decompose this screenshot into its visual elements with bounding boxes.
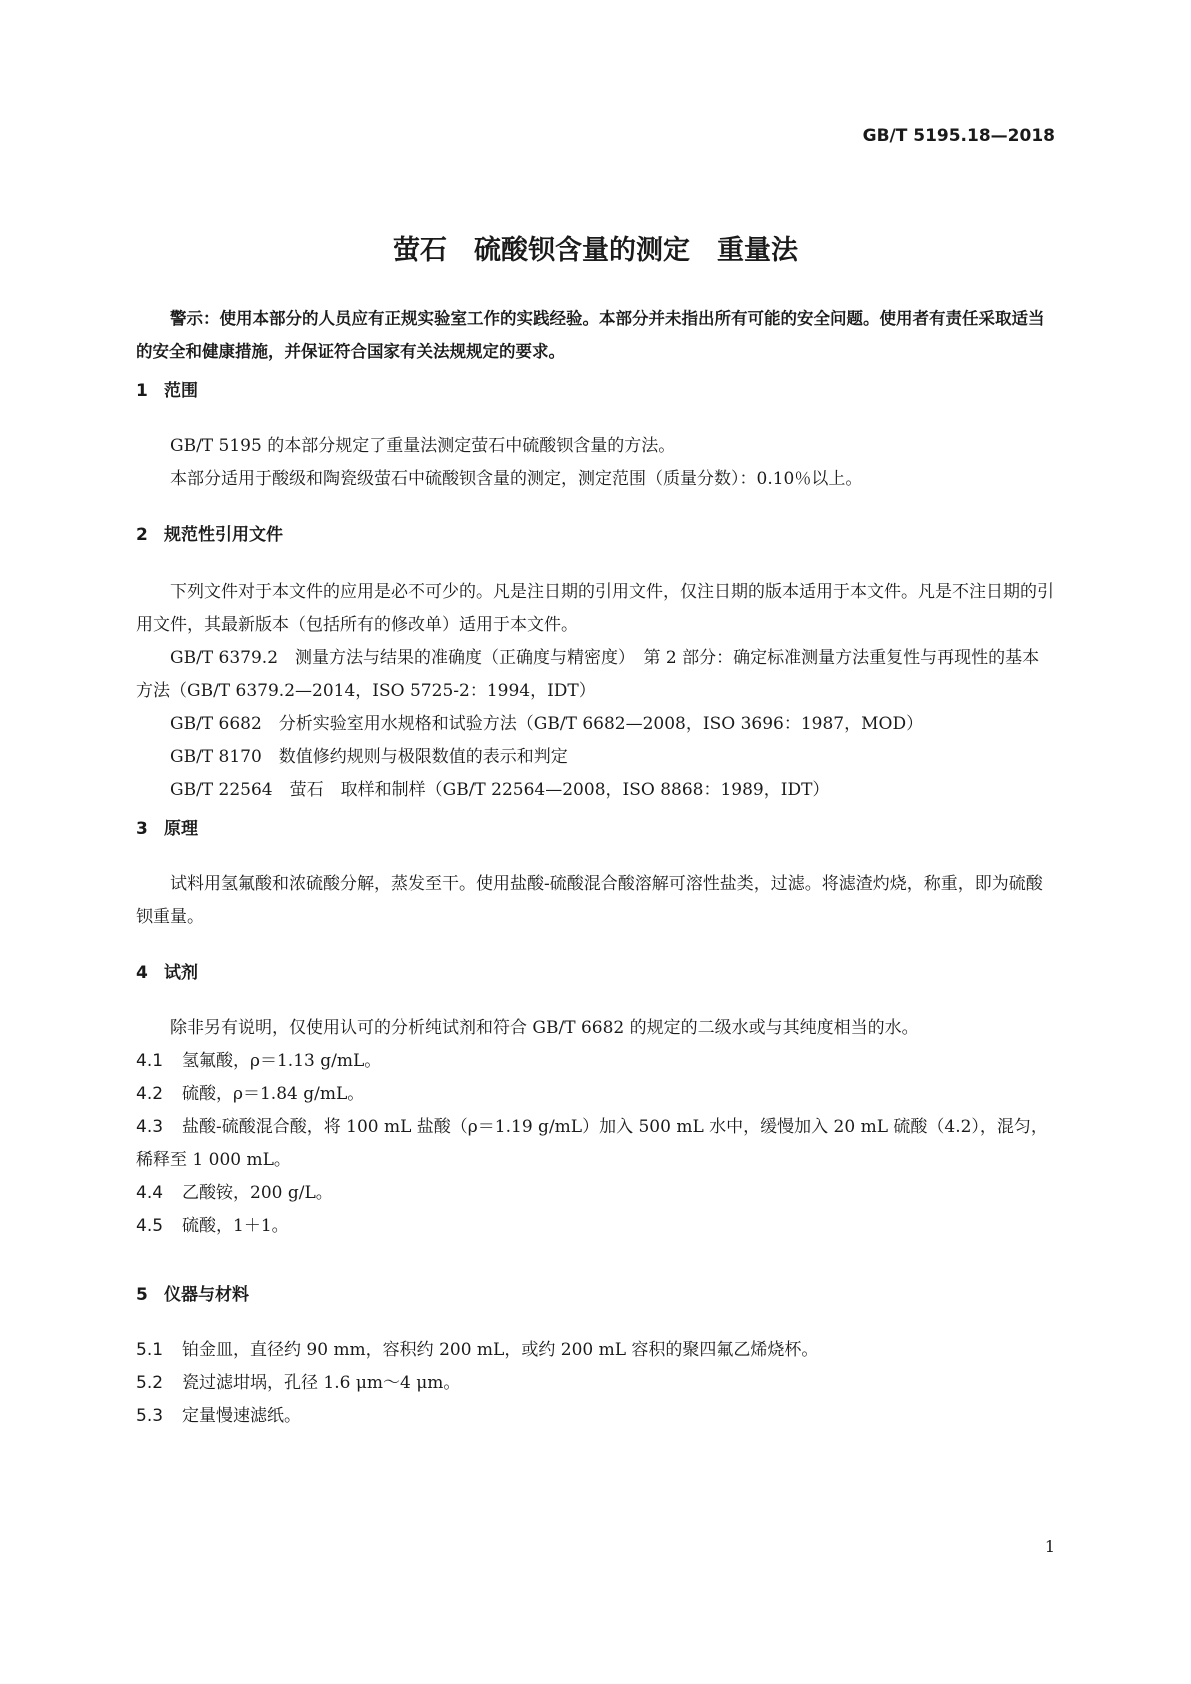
section-title: 原理 xyxy=(164,819,198,839)
section-3-heading xyxy=(136,814,198,839)
paragraph: 试料用氢氟酸和浓硫酸分解，蒸发至干。使用盐酸-硫酸混合酸溶解可溶性盐类，过滤。将滤渣灼烧，称重，即为硫酸钡重量。 xyxy=(136,874,1043,927)
warning-text: 警示：使用本部分的人员应有正规实验室工作的实践经验。本部分并未指出所有可能的安全问题。使用者有责任采取适当的安全和健康措施，并保证符合国家有关法规规定的要求。 xyxy=(136,309,1045,361)
item-text: 瓷过滤坩埚，孔径 1.6 μm～4 μm。 xyxy=(182,1373,461,1393)
paragraph: 本部分适用于酸级和陶瓷级萤石中硫酸钡含量的测定，测定范围（质量分数）：0.10％以上。 xyxy=(170,469,863,489)
reference-entry: GB/T 8170 数值修约规则与极限数值的表示和判定 xyxy=(170,747,568,767)
item-text: 铂金皿，直径约 90 mm，容积约 200 mL，或约 200 mL 容积的聚四氟乙烯烧杯。 xyxy=(182,1340,819,1360)
list-item xyxy=(136,1210,1056,1243)
section-2-heading xyxy=(136,520,283,545)
reference-entry: GB/T 6379.2 测量方法与结果的准确度（正确度与精密度） 第 2 部分：确定标准测量方法重复性与再现性的基本方法（GB/T 6379.2—2014，ISO 5725-2：1994，IDT） xyxy=(136,648,1040,701)
list-item xyxy=(136,1400,1056,1433)
document-title: 萤石 硫酸钡含量的测定 重量法 xyxy=(393,235,798,266)
list-item xyxy=(136,1111,1056,1177)
section-title: 仪器与材料 xyxy=(164,1285,249,1305)
reference-entry: GB/T 22564 萤石 取样和制样（GB/T 22564—2008，ISO 8868：1989，IDT） xyxy=(170,780,830,800)
item-number: 4.4 xyxy=(136,1183,164,1203)
reference-entry: GB/T 6682 分析实验室用水规格和试验方法（GB/T 6682—2008，ISO 3696：1987，MOD） xyxy=(170,714,924,734)
paragraph: GB/T 5195 的本部分规定了重量法测定萤石中硫酸钡含量的方法。 xyxy=(170,436,676,456)
section-number: 1 xyxy=(136,381,148,401)
item-number: 4.3 xyxy=(136,1117,164,1137)
item-text: 硫酸，1＋1。 xyxy=(182,1216,289,1236)
item-text: 盐酸-硫酸混合酸，将 100 mL 盐酸（ρ＝1.19 g/mL）加入 500 mL 水中，缓慢加入 20 mL 硫酸（4.2），混匀，稀释至 1 000 mL。 xyxy=(136,1117,1048,1170)
section-5-heading xyxy=(136,1280,249,1305)
item-text: 乙酸铵，200 g/L。 xyxy=(182,1183,333,1203)
section-title: 规范性引用文件 xyxy=(164,525,283,545)
item-number: 5.2 xyxy=(136,1373,164,1393)
item-text: 氢氟酸，ρ＝1.13 g/mL。 xyxy=(182,1051,382,1071)
item-number: 4.5 xyxy=(136,1216,164,1236)
list-item xyxy=(136,1045,1056,1078)
item-number: 4.2 xyxy=(136,1084,164,1104)
section-5-body xyxy=(136,1334,1056,1433)
section-2-body xyxy=(136,576,1056,807)
section-4-heading xyxy=(136,958,198,983)
section-3-body xyxy=(136,868,1056,934)
section-number: 5 xyxy=(136,1285,148,1305)
section-number: 2 xyxy=(136,525,148,545)
page-number: 1 xyxy=(1044,1537,1055,1556)
paragraph: 下列文件对于本文件的应用是必不可少的。凡是注日期的引用文件，仅注日期的版本适用于本文件。凡是不注日期的引用文件，其最新版本（包括所有的修改单）适用于本文件。 xyxy=(136,582,1054,635)
item-number: 5.3 xyxy=(136,1406,164,1426)
item-number: 4.1 xyxy=(136,1051,164,1071)
section-title: 试剂 xyxy=(164,963,198,983)
list-item xyxy=(136,1367,1056,1400)
list-item xyxy=(136,1334,1056,1367)
section-number: 4 xyxy=(136,963,148,983)
paragraph: 除非另有说明，仅使用认可的分析纯试剂和符合 GB/T 6682 的规定的二级水或与其纯度相当的水。 xyxy=(170,1018,919,1038)
section-number: 3 xyxy=(136,819,148,839)
list-item xyxy=(136,1177,1056,1210)
item-text: 定量慢速滤纸。 xyxy=(182,1406,301,1426)
item-number: 5.1 xyxy=(136,1340,164,1360)
list-item xyxy=(136,1078,1056,1111)
section-title: 范围 xyxy=(164,381,198,401)
standard-code: GB/T 5195.18—2018 xyxy=(862,126,1055,146)
section-4-body xyxy=(136,1012,1056,1243)
section-1-body xyxy=(136,430,1056,496)
warning-notice xyxy=(136,302,1056,368)
section-1-heading xyxy=(136,376,198,401)
item-text: 硫酸，ρ＝1.84 g/mL。 xyxy=(182,1084,365,1104)
